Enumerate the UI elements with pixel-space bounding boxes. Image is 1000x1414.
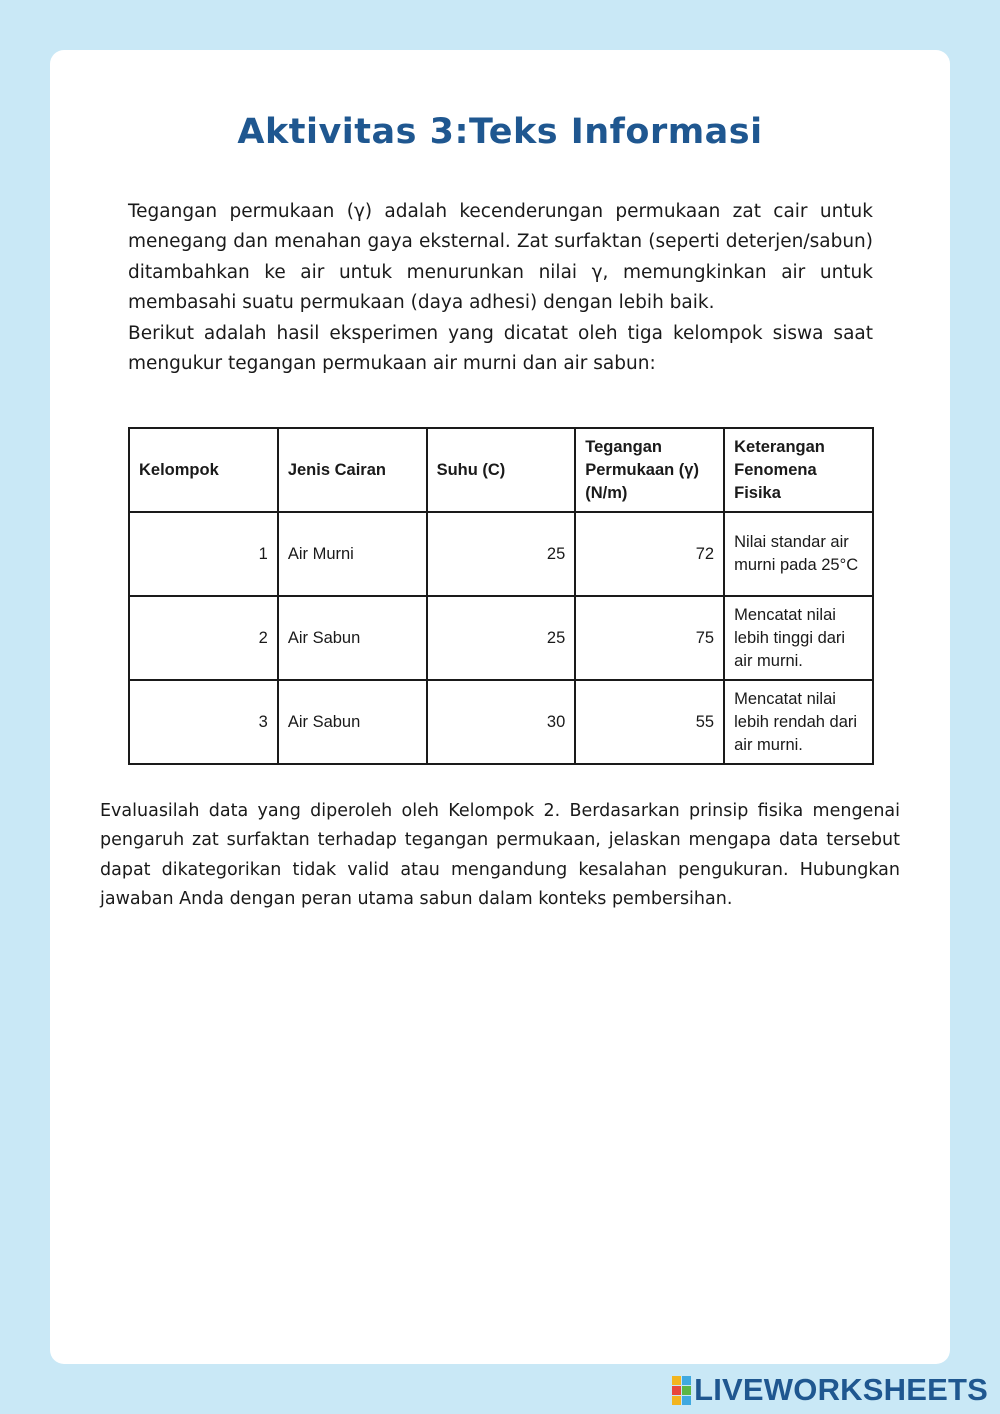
experiment-table [128, 427, 874, 765]
cell-keterangan: Nilai standar air murni pada 25°C [724, 512, 873, 596]
cell-suhu: 25 [427, 512, 576, 596]
table-row [129, 596, 873, 680]
cell-jenis-cairan: Air Sabun [278, 596, 427, 680]
cell-kelompok: 1 [129, 512, 278, 596]
liveworksheets-logo-icon [672, 1376, 691, 1405]
logo-square [672, 1386, 681, 1395]
logo-square [682, 1386, 691, 1395]
cell-keterangan: Mencatat nilai lebih tinggi dari air murni. [724, 596, 873, 680]
intro-paragraph-1: Tegangan permukaan (γ) adalah kecenderungan permukaan zat cair untuk menegang dan menahan gaya eksternal. Zat surfaktan (seperti deterjen/sabun) ditambahkan ke air untuk menurunkan nilai γ, memungkinkan air untuk membasahi suatu permukaan (daya adhesi) dengan lebih baik. [128, 201, 873, 314]
cell-jenis-cairan: Air Murni [278, 512, 427, 596]
logo-square [672, 1376, 681, 1385]
intro-paragraph-2: Berikut adalah hasil eksperimen yang dicatat oleh tiga kelompok siswa saat mengukur tegangan permukaan air murni dan air sabun: [128, 322, 873, 375]
cell-tegangan: 55 [575, 680, 724, 764]
cell-kelompok: 3 [129, 680, 278, 764]
cell-suhu: 30 [427, 680, 576, 764]
table-row [129, 512, 873, 596]
intro-text [128, 197, 873, 379]
cell-keterangan: Mencatat nilai lebih rendah dari air murni. [724, 680, 873, 764]
table-row [129, 680, 873, 764]
brand-name: LIVEWORKSHEETS [694, 1372, 988, 1407]
header-suhu: Suhu (C) [427, 428, 576, 512]
table-header-row [129, 428, 873, 512]
cell-kelompok: 2 [129, 596, 278, 680]
logo-square [682, 1376, 691, 1385]
logo-square [682, 1396, 691, 1405]
header-tegangan: Tegangan Permukaan (γ) (N/m) [575, 428, 724, 512]
cell-suhu: 25 [427, 596, 576, 680]
header-jenis-cairan: Jenis Cairan [278, 428, 427, 512]
cell-tegangan: 75 [575, 596, 724, 680]
page-title: Aktivitas 3:Teks Informasi [237, 112, 763, 152]
cell-tegangan: 72 [575, 512, 724, 596]
logo-square [672, 1396, 681, 1405]
header-keterangan: Keterangan Fenomena Fisika [724, 428, 873, 512]
cell-jenis-cairan: Air Sabun [278, 680, 427, 764]
liveworksheets-brand[interactable] [672, 1372, 988, 1408]
question-text: Evaluasilah data yang diperoleh oleh Kelompok 2. Berdasarkan prinsip fisika mengenai pengaruh zat surfaktan terhadap tegangan permukaan, jelaskan mengapa data tersebut dapat dikategorikan tidak valid atau mengandung kesalahan pengukuran. Hubungkan jawaban Anda dengan peran utama sabun dalam konteks pembersihan. [100, 801, 900, 909]
header-kelompok: Kelompok [129, 428, 278, 512]
